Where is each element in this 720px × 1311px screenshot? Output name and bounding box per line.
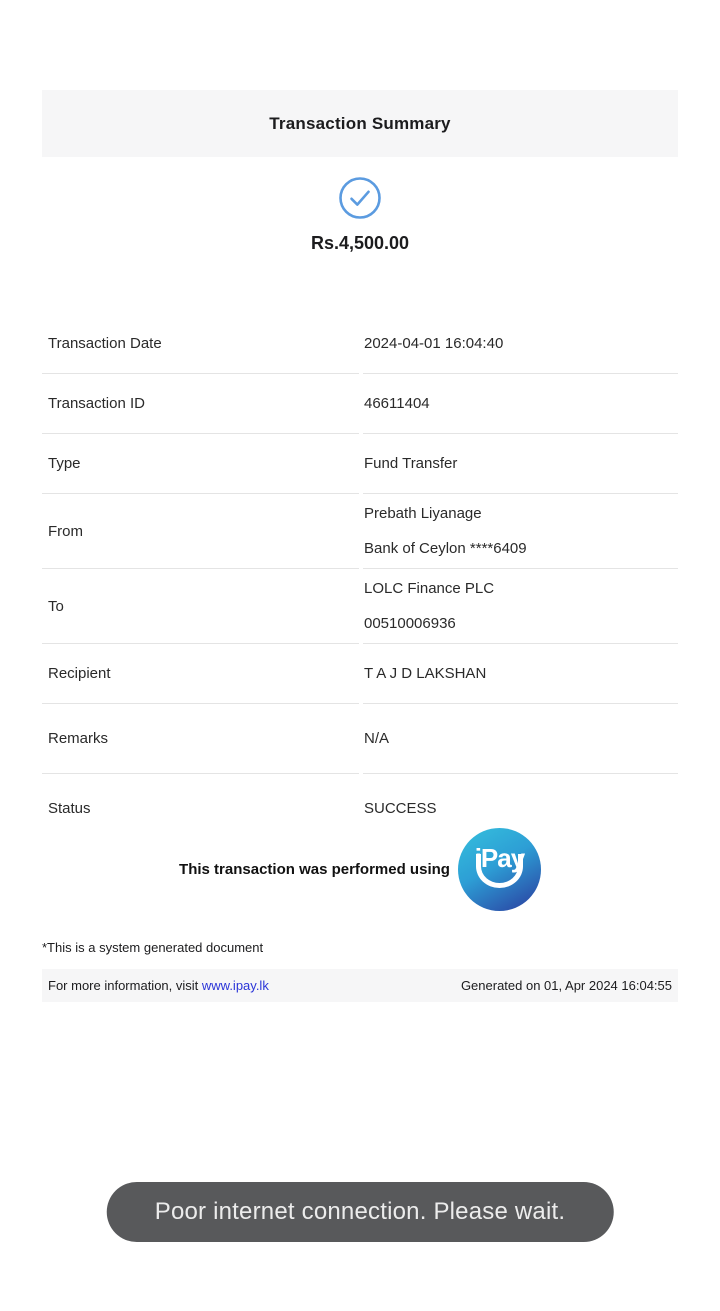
footer-info-text: For more information, visit [48, 978, 202, 993]
transaction-receipt [42, 90, 678, 1002]
row-label: From [42, 494, 359, 569]
transaction-amount: Rs.4,500.00 [310, 233, 410, 253]
footer-info [48, 978, 269, 993]
row-label: Type [42, 434, 359, 494]
transaction-details-table [42, 314, 678, 843]
status-value: SUCCESS [364, 800, 437, 817]
ipay-logo-icon [458, 828, 541, 911]
table-row-transaction-id [42, 374, 678, 434]
row-label: Transaction ID [42, 374, 359, 434]
table-row-transaction-date [42, 314, 678, 374]
row-value: LOLC Finance PLC 00510006936 [363, 569, 678, 644]
row-value: T A J D LAKSHAN [363, 644, 678, 704]
footer-bar [42, 969, 678, 1002]
system-generated-note: *This is a system generated document [42, 940, 264, 955]
page-title: Transaction Summary [269, 113, 451, 133]
row-label: Remarks [42, 704, 359, 774]
row-value: 46611404 [363, 374, 678, 434]
row-label: To [42, 569, 359, 644]
row-value: Fund Transfer [363, 434, 678, 494]
row-value: Prebath Liyanage Bank of Ceylon ****6409 [363, 494, 678, 569]
row-label: Recipient [42, 644, 359, 704]
ipay-website-link[interactable]: www.ipay.lk [201, 978, 269, 993]
ipay-logo-text: iPay [474, 843, 525, 873]
branding-row [42, 828, 678, 911]
toast-message: Poor internet connection. Please wait. [107, 1182, 614, 1242]
table-row-type [42, 434, 678, 494]
row-value: N/A [363, 704, 678, 774]
receipt-header [42, 90, 678, 157]
table-row-remarks [42, 704, 678, 774]
table-row-from [42, 494, 678, 569]
table-row-to [42, 569, 678, 644]
table-row-recipient [42, 644, 678, 704]
row-value: 2024-04-01 16:04:40 [363, 314, 678, 374]
success-check-icon [42, 176, 678, 220]
generated-timestamp: Generated on 01, Apr 2024 16:04:55 [460, 978, 672, 993]
row-label: Status [48, 800, 91, 817]
performed-using-text: This transaction was performed using [179, 861, 450, 878]
ipay-smile-arc [476, 854, 523, 888]
row-label: Transaction Date [42, 314, 359, 374]
